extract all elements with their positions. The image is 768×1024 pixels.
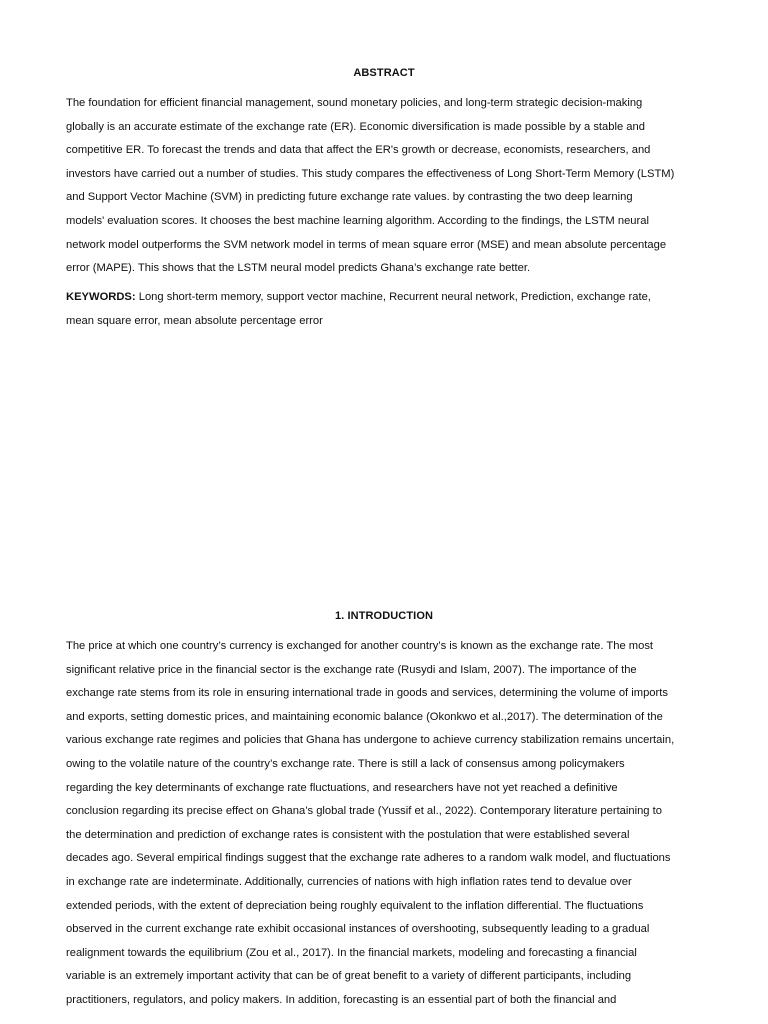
introduction-line: in exchange rate are indeterminate. Additionally, currencies of nations with high inflation rates tend to devalue over xyxy=(66,875,632,888)
keywords-line xyxy=(66,286,706,310)
introduction-line: the determination and prediction of exchange rates is consistent with the postulation that were established several xyxy=(66,828,630,841)
keywords-line: mean square error, mean absolute percentage error xyxy=(66,314,323,327)
abstract-line: investors have carried out a number of studies. This study compares the effectiveness of Long Short-Term Memory (LSTM) xyxy=(66,167,675,180)
introduction-line: conclusion regarding its precise effect on Ghana’s global trade (Yussif et al., 2022). Contemporary literature pertaining to xyxy=(66,805,662,818)
introduction-line: practitioners, regulators, and policy makers. In addition, forecasting is an essential part of both the financial and xyxy=(66,993,617,1006)
introduction-line: variable is an extremely important activity that can be of great benefit to a variety of different participants, including xyxy=(66,970,632,983)
keywords-label: KEYWORDS: xyxy=(66,291,136,303)
keywords-block xyxy=(66,286,706,333)
keywords-text: Long short-term memory, support vector machine, Recurrent neural network, Prediction, exchange rate, xyxy=(135,291,651,303)
introduction-line: decades ago. Several empirical findings suggest that the exchange rate adheres to a random walk model, and fluctuations xyxy=(66,852,671,865)
introduction-line: observed in the current exchange rate exhibit occasional instances of overshooting, subsequently leading to a gradual xyxy=(66,923,650,936)
introduction-line: significant relative price in the financial sector is the exchange rate (Rusydi and Islam, 2007). The importance of the xyxy=(66,663,637,676)
abstract-line: globally is an accurate estimate of the exchange rate (ER). Economic diversification is made possible by a stable and xyxy=(66,120,645,133)
abstract-line: and Support Vector Machine (SVM) in predicting future exchange rate values. by contrasting the two deep learning xyxy=(66,191,633,204)
abstract-line: The foundation for efficient financial management, sound monetary policies, and long-term strategic decision-making xyxy=(66,97,643,109)
abstract-line: network model outperforms the SVM network model in terms of mean square error (MSE) and mean absolute percentage xyxy=(66,238,667,251)
introduction-line: extended periods, with the extent of depreciation being roughly equivalent to the inflation differential. The fluctuations xyxy=(66,899,644,912)
abstract-line: models' evaluation scores. It chooses the best machine learning algorithm. According to the findings, the LSTM neural xyxy=(66,214,649,227)
introduction-body xyxy=(66,635,706,1013)
introduction-line: various exchange rate regimes and policies that Ghana has undergone to achieve currency stabilization remains uncertain, xyxy=(66,734,675,747)
abstract-line: competitive ER. To forecast the trends and data that affect the ER's growth or decrease, economists, researchers, and xyxy=(66,144,651,157)
abstract-body xyxy=(66,92,706,281)
introduction-line: regarding the key determinants of exchange rate fluctuations, and researchers have not yet reached a definitive xyxy=(66,781,618,794)
introduction-heading: 1. INTRODUCTION xyxy=(334,610,434,622)
introduction-line: owing to the volatile nature of the country’s exchange rate. There is still a lack of consensus among policymakers xyxy=(66,757,625,770)
abstract-line: error (MAPE). This shows that the LSTM neural model predicts Ghana’s exchange rate better. xyxy=(66,262,531,275)
introduction-line: and exports, setting domestic prices, and maintaining economic balance (Okonkwo et al.,2017). The determination of the xyxy=(66,710,663,723)
introduction-line: realignment towards the equilibrium (Zou et al., 2017). In the financial markets, modeling and forecasting a financial xyxy=(66,946,637,959)
abstract-heading: ABSTRACT xyxy=(353,67,415,79)
introduction-line: The price at which one country’s currency is exchanged for another country’s is known as the exchange rate. The most xyxy=(66,640,654,652)
introduction-line: exchange rate stems from its role in ensuring international trade in goods and services, determining the volume of imports xyxy=(66,687,668,700)
